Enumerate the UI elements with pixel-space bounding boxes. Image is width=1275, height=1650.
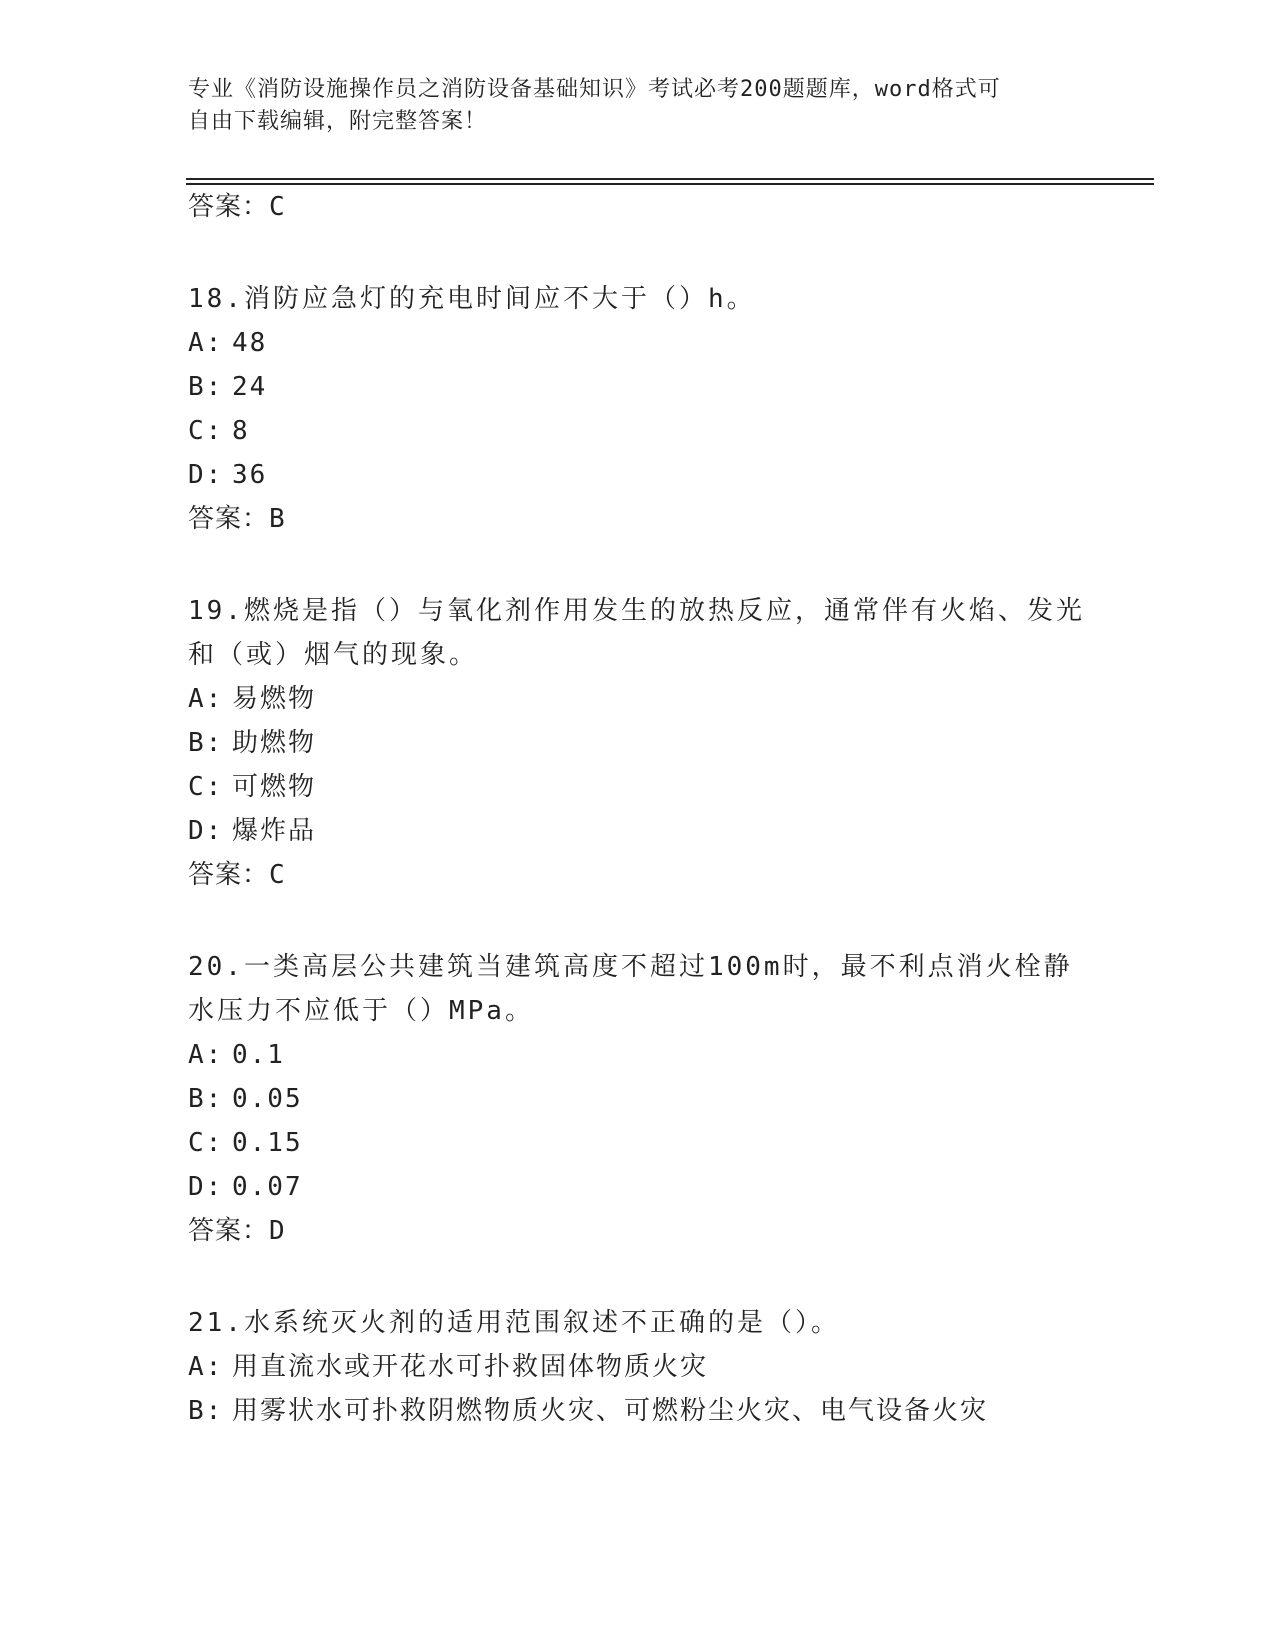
option-18-d [188, 460, 267, 490]
option-key: B: [188, 1396, 224, 1426]
option-19-b [188, 728, 316, 758]
option-key: B: [188, 728, 224, 758]
option-key: B: [188, 372, 224, 402]
option-key: D: [188, 1172, 224, 1202]
question-21-text: 21.水系统灭火剂的适用范围叙述不正确的是（）。 [188, 1308, 840, 1338]
option-text: 助燃物 [232, 728, 317, 758]
option-text: 可燃物 [232, 772, 317, 802]
answer-value: D [269, 1216, 286, 1246]
option-text: 36 [232, 460, 268, 490]
option-text: 48 [232, 328, 268, 358]
header-divider-top [186, 178, 1154, 180]
option-key: B: [188, 1084, 224, 1114]
option-text: 8 [232, 416, 250, 446]
option-text: 24 [232, 372, 268, 402]
question-19-text-line-2: 和（或）烟气的现象。 [188, 640, 479, 670]
option-19-d [188, 816, 316, 846]
option-text: 用雾状水可扑救阴燃物质火灾、可燃粉尘火灾、电气设备火灾 [232, 1396, 989, 1426]
option-20-d [188, 1172, 303, 1202]
option-key: A: [188, 684, 224, 714]
option-19-c [188, 772, 316, 802]
answer-value: C [269, 860, 286, 890]
answer-line [188, 192, 286, 222]
answer-value: B [269, 504, 286, 534]
option-text: 0.05 [232, 1084, 303, 1114]
header-divider-bottom [186, 183, 1154, 185]
option-text: 爆炸品 [232, 816, 317, 846]
option-18-c [188, 416, 250, 446]
option-key: D: [188, 460, 224, 490]
option-key: A: [188, 328, 224, 358]
option-text: 0.15 [232, 1128, 303, 1158]
option-18-b [188, 372, 267, 402]
option-20-c [188, 1128, 303, 1158]
option-key: D: [188, 816, 224, 846]
question-20-text-line-2: 水压力不应低于（）MPa。 [188, 996, 534, 1026]
option-key: A: [188, 1352, 224, 1382]
header-line-2: 自由下载编辑，附完整答案！ [188, 109, 488, 134]
question-18-text: 18.消防应急灯的充电时间应不大于（）h。 [188, 284, 756, 314]
option-key: C: [188, 1128, 224, 1158]
answer-20 [188, 1216, 286, 1246]
option-18-a [188, 328, 267, 358]
option-key: C: [188, 416, 224, 446]
question-19-text-line-1: 19.燃烧是指（）与氧化剂作用发生的放热反应，通常伴有火焰、发光 [188, 596, 1085, 626]
option-key: C: [188, 772, 224, 802]
answer-label: 答案： [188, 504, 270, 534]
option-21-a [188, 1352, 708, 1382]
option-20-a [188, 1040, 285, 1070]
question-20-text-line-1: 20.一类高层公共建筑当建筑高度不超过100m时，最不利点消火栓静 [188, 952, 1073, 982]
option-21-b [188, 1396, 988, 1426]
answer-label: 答案： [188, 192, 270, 222]
option-key: A: [188, 1040, 224, 1070]
option-text: 0.07 [232, 1172, 303, 1202]
answer-value: C [269, 192, 286, 222]
option-20-b [188, 1084, 303, 1114]
option-text: 易燃物 [232, 684, 317, 714]
answer-19 [188, 860, 286, 890]
option-19-a [188, 684, 316, 714]
answer-label: 答案： [188, 860, 270, 890]
answer-label: 答案： [188, 1216, 270, 1246]
answer-18 [188, 504, 286, 534]
option-text: 0.1 [232, 1040, 285, 1070]
header-line-1: 专业《消防设施操作员之消防设备基础知识》考试必考200题题库，word格式可 [188, 77, 1001, 102]
option-text: 用直流水或开花水可扑救固体物质火灾 [232, 1352, 709, 1382]
document-header [188, 74, 1068, 138]
